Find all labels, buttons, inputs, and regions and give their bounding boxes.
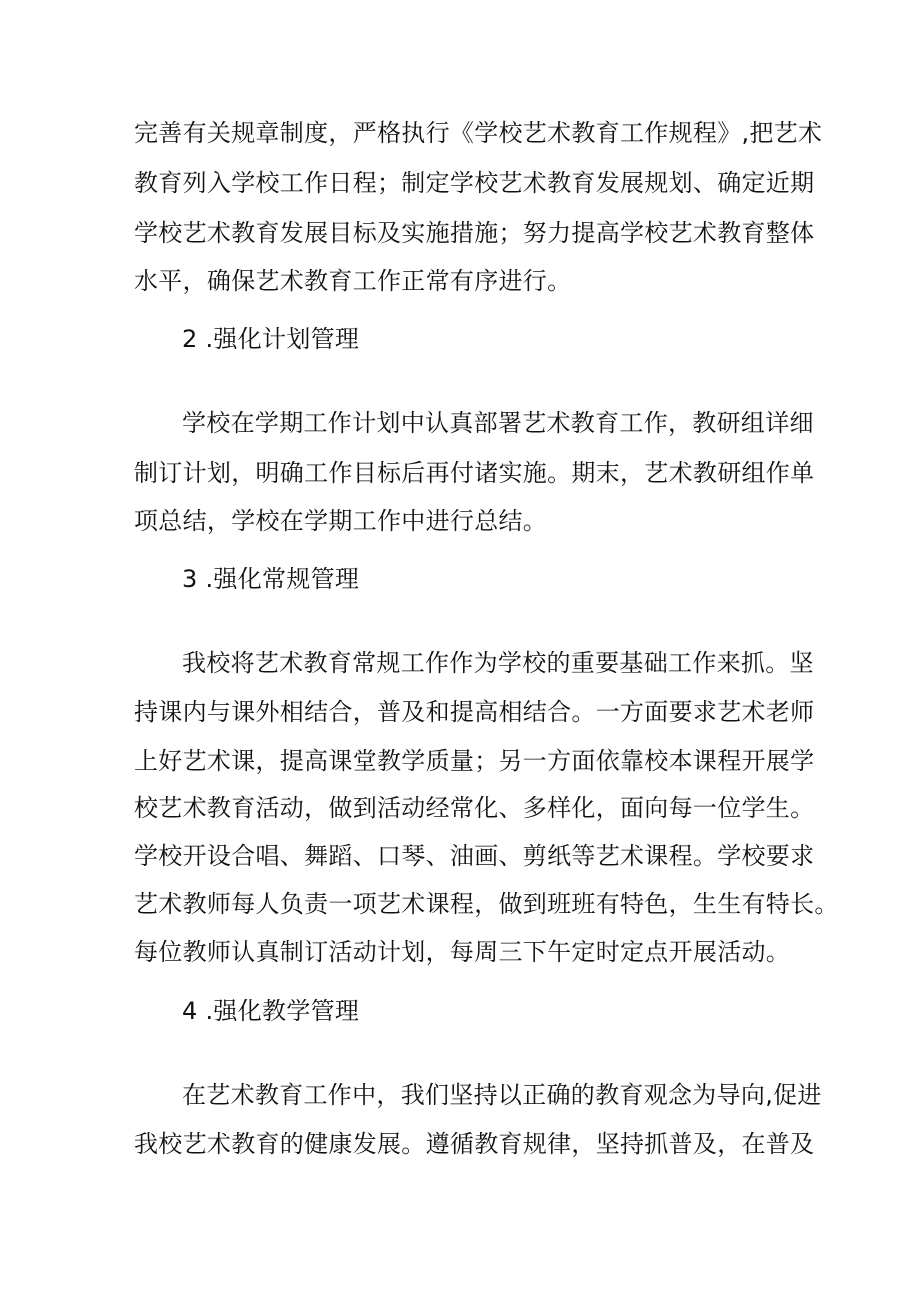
paragraph-3-line-3: 上好艺术课，提高课堂教学质量；另一方面依靠校本课程开展学: [134, 747, 815, 775]
paragraph-3-line-1: 我校将艺术教育常规工作作为学校的重要基础工作来抓。坚: [182, 649, 814, 677]
section-heading-4: 4 .强化教学管理: [182, 997, 360, 1025]
paragraph-2-line-3: 项总结，学校在学期工作中进行总结。: [134, 507, 548, 535]
paragraph-3-line-4: 校艺术教育活动，做到活动经常化、多样化，面向每一位学生。: [134, 794, 815, 822]
paragraph-2-line-1: 学校在学期工作计划中认真部署艺术教育工作，教研组详细: [182, 409, 814, 437]
section-heading-2: 2 .强化计划管理: [182, 325, 360, 353]
paragraph-2-line-2: 制订计划，明确工作目标后再付诸实施。期末，艺术教研组作单: [134, 459, 815, 487]
paragraph-4-line-2: 我校艺术教育的健康发展。遵循教育规律，坚持抓普及，在普及: [134, 1130, 815, 1158]
paragraph-1-line-4: 水平，确保艺术教育工作正常有序进行。: [134, 267, 572, 295]
paragraph-3-line-6: 艺术教师每人负责一项艺术课程，做到班班有特色，生生有特长。: [134, 890, 839, 918]
paragraph-1-line-3: 学校艺术教育发展目标及实施措施；努力提高学校艺术教育整体: [134, 219, 815, 247]
paragraph-3-line-5: 学校开设合唱、舞蹈、口琴、油画、剪纸等艺术课程。学校要求: [134, 842, 815, 870]
paragraph-3-line-7: 每位教师认真制订活动计划，每周三下午定时定点开展活动。: [134, 938, 791, 966]
paragraph-4-line-1: 在艺术教育工作中，我们坚持以正确的教育观念为导向,促进: [182, 1081, 822, 1109]
paragraph-1-line-1: 完善有关规章制度，严格执行《学校艺术教育工作规程》,把艺术: [134, 119, 823, 147]
section-heading-3: 3 .强化常规管理: [182, 565, 360, 593]
paragraph-1-line-2: 教育列入学校工作日程；制定学校艺术教育发展规划、确定近期: [134, 169, 815, 197]
paragraph-3-line-2: 持课内与课外相结合，普及和提高相结合。一方面要求艺术老师: [134, 698, 815, 726]
